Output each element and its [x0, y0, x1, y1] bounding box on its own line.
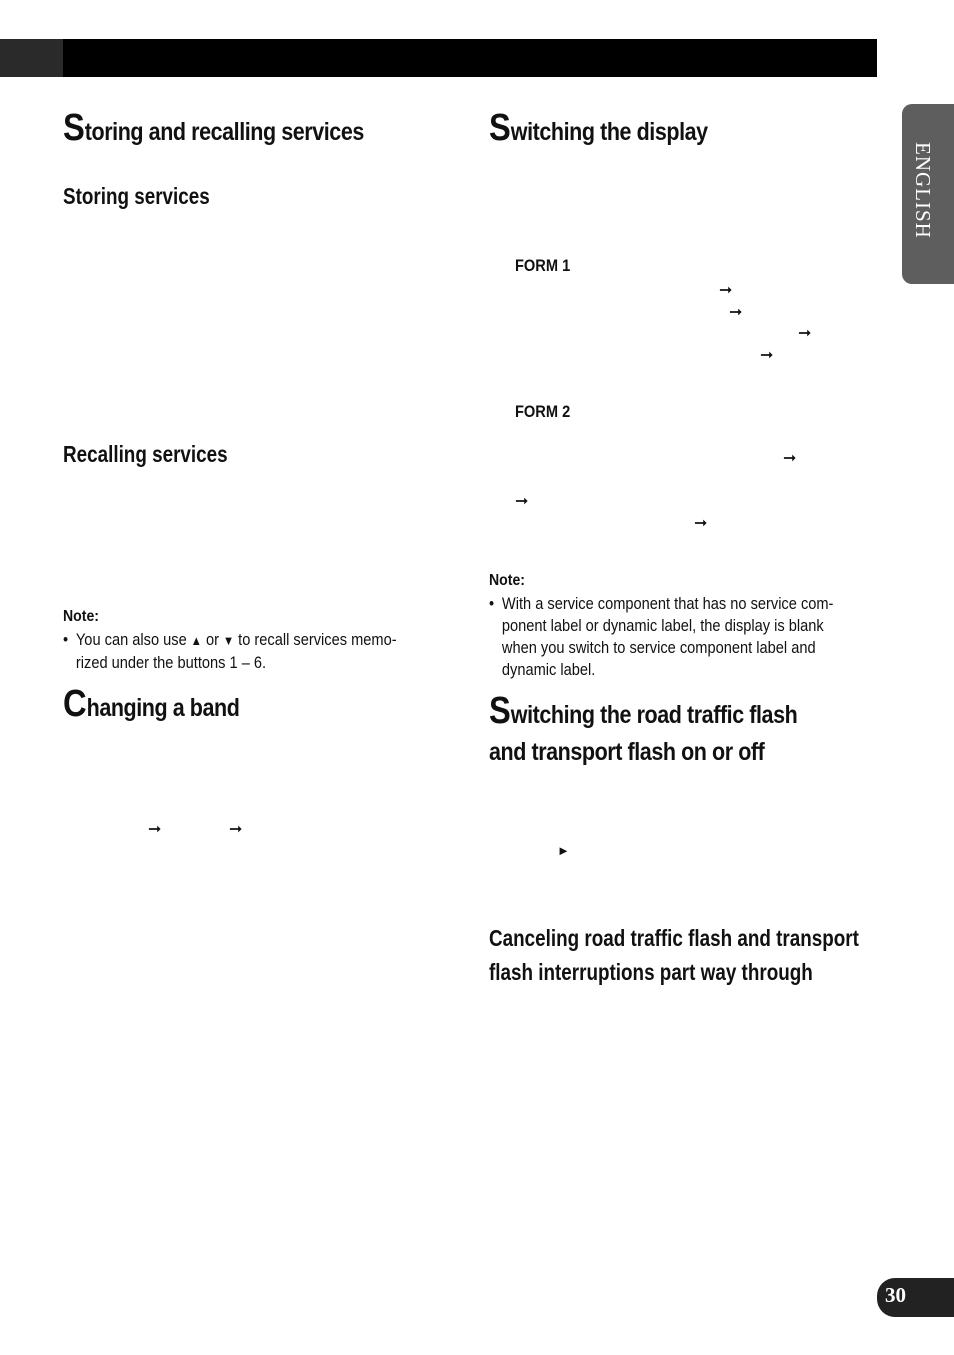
play-icon: ►: [557, 843, 570, 858]
down-arrow-icon: ▼: [223, 633, 235, 648]
subheading-canceling-line2: flash interruptions part way through: [489, 959, 813, 985]
heading-traffic-flash-line2: and transport flash on or off: [489, 738, 765, 766]
arrow-icon: ➞: [719, 282, 733, 299]
language-tab: [902, 104, 954, 284]
subheading-storing-services: Storing services: [63, 183, 210, 209]
header-bar-left: [0, 39, 63, 77]
up-arrow-icon: ▲: [190, 633, 202, 648]
arrow-icon: ➞: [694, 515, 708, 532]
note-text: • With a service component that has no service com- ponent label or dynamic label, the display is blank when you switch to service component label and dynamic label.: [489, 594, 834, 679]
heading-storing-recalling: Storing and recalling services: [63, 107, 364, 149]
arrow-icon: ➞: [798, 325, 812, 342]
page-number-badge: [877, 1278, 954, 1317]
language-tab-label: ENGLISH: [911, 142, 935, 239]
subheading-canceling-line1: Canceling road traffic flash and transport: [489, 925, 859, 951]
arrow-icon: ➞: [729, 304, 743, 321]
heading-traffic-flash: Switching the road traffic flash: [489, 690, 798, 732]
heading-switching-display: Switching the display: [489, 107, 708, 149]
note-text: • You can also use ▲ or ▼ to recall services memo- rized under the buttons 1 – 6.: [63, 630, 397, 672]
form1-label: FORM 1: [515, 256, 571, 275]
form2-label: FORM 2: [515, 402, 571, 421]
subheading-recalling-services: Recalling services: [63, 441, 228, 467]
arrow-icon: ➞: [760, 347, 774, 364]
note-label: Note:: [489, 572, 525, 589]
arrow-icon: ➞: [783, 450, 797, 467]
page-number: 30: [885, 1283, 906, 1307]
arrow-icon: ➞: [148, 821, 162, 838]
arrow-icon: ➞: [229, 821, 243, 838]
header-bar: [63, 39, 877, 77]
arrow-icon: ➞: [515, 493, 529, 510]
note-label: Note:: [63, 608, 99, 625]
heading-changing-band: Changing a band: [63, 683, 240, 725]
